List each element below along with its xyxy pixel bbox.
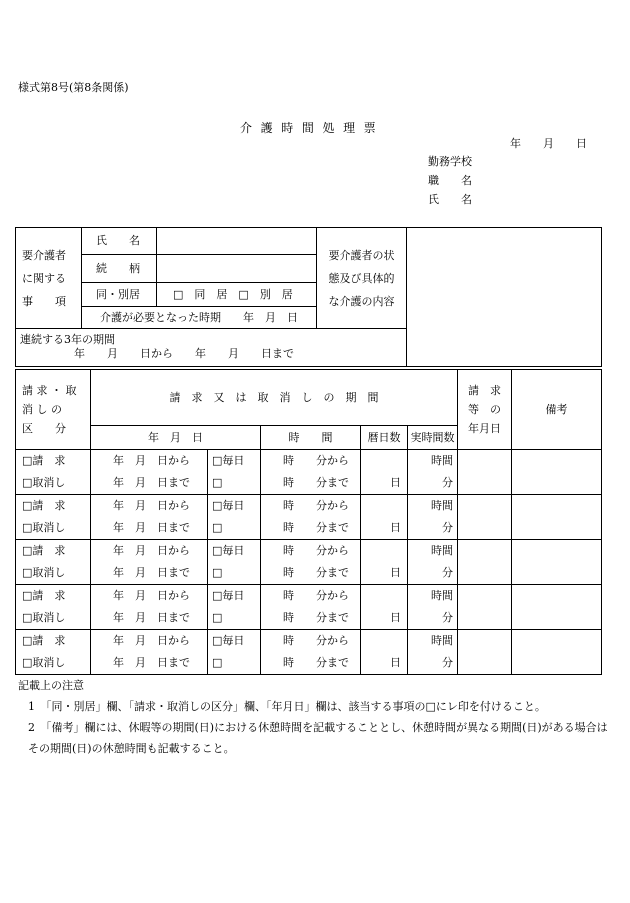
- living-status-label: 同・別居: [82, 283, 157, 307]
- note-item: 2 「備考」欄には、休暇等の期間(日)における休憩時間を記載することとし、休憩時間が異なる期間(日)がある場合はその期間(日)の休憩時間も記載すること。: [28, 721, 608, 755]
- request-type-cell[interactable]: □請 求 □取消し: [16, 495, 91, 540]
- request-type-header: 請 求 ・ 取 消 し の 区 分: [16, 370, 91, 450]
- request-table: [15, 369, 602, 675]
- care-condition-label: 要介護者の状 態及び具体的 な介護の内容: [317, 228, 407, 329]
- time-cell[interactable]: 時 分から 時 分まで: [261, 495, 361, 540]
- frequency-cell[interactable]: □毎日 □: [208, 450, 261, 495]
- table-row: [16, 540, 602, 585]
- remarks-header: 備考: [512, 370, 602, 450]
- remarks-cell[interactable]: [512, 495, 602, 540]
- time-cell[interactable]: 時 分から 時 分まで: [261, 585, 361, 630]
- request-date-cell[interactable]: [458, 585, 512, 630]
- notes-heading: 記載上の注意: [18, 679, 84, 692]
- request-date-cell[interactable]: [458, 630, 512, 675]
- name-label: 氏 名: [428, 193, 472, 206]
- table-row: [16, 450, 602, 495]
- school-label: 勤務学校: [428, 155, 472, 168]
- actual-hours-cell[interactable]: 時間 分: [408, 630, 458, 675]
- remarks-cell[interactable]: [512, 540, 602, 585]
- actual-hours-cell[interactable]: 時間 分: [408, 495, 458, 540]
- care-need-start-date: 年 月 日: [243, 310, 298, 324]
- form-number: 様式第8号(第8条関係): [18, 81, 129, 94]
- calendar-days-cell[interactable]: 日: [361, 495, 408, 540]
- time-column-header: 時 間: [261, 426, 361, 450]
- continuous-period-label: 連続する3年の期間: [20, 333, 115, 346]
- table-row: [16, 585, 602, 630]
- form-title: 介 護 時 間 処 理 票: [240, 121, 379, 135]
- care-condition-field[interactable]: [407, 228, 602, 367]
- request-date-cell[interactable]: [458, 540, 512, 585]
- continuous-period-value: 年 月 日から 年 月 日まで: [74, 347, 294, 360]
- submission-date: 年 月 日: [510, 137, 587, 150]
- remarks-cell[interactable]: [512, 630, 602, 675]
- relationship-label: 続 柄: [82, 255, 157, 283]
- frequency-cell[interactable]: □毎日 □: [208, 540, 261, 585]
- actual-hours-cell[interactable]: 時間 分: [408, 450, 458, 495]
- request-date-cell[interactable]: [458, 450, 512, 495]
- request-date-cell[interactable]: [458, 495, 512, 540]
- actual-hours-header: 実時間数: [408, 426, 458, 450]
- care-recipient-table: [15, 227, 602, 367]
- date-column-header: 年 月 日: [91, 426, 261, 450]
- note-item: 1 「同・別居」欄、「請求・取消しの区分」欄、「年月日」欄は、該当する事項の□にレ印を付けること。: [28, 700, 546, 713]
- remarks-cell[interactable]: [512, 450, 602, 495]
- actual-hours-cell[interactable]: 時間 分: [408, 540, 458, 585]
- request-date-header: 請 求 等 の 年月日: [458, 370, 512, 450]
- relationship-field[interactable]: [157, 255, 317, 283]
- frequency-cell[interactable]: □毎日 □: [208, 630, 261, 675]
- living-status-options[interactable]: □ 同 居 □ 別 居: [157, 283, 317, 307]
- calendar-days-cell[interactable]: 日: [361, 585, 408, 630]
- care-recipient-section-label: 要介護者 に関する 事 項: [16, 228, 82, 329]
- calendar-days-cell[interactable]: 日: [361, 630, 408, 675]
- calendar-days-cell[interactable]: 日: [361, 540, 408, 585]
- table-row: [16, 630, 602, 675]
- date-cell[interactable]: 年 月 日から 年 月 日まで: [91, 540, 208, 585]
- time-cell[interactable]: 時 分から 時 分まで: [261, 540, 361, 585]
- remarks-cell[interactable]: [512, 585, 602, 630]
- period-header: 請 求 又 は 取 消 し の 期 間: [91, 370, 458, 426]
- date-cell[interactable]: 年 月 日から 年 月 日まで: [91, 450, 208, 495]
- request-type-cell[interactable]: □請 求 □取消し: [16, 540, 91, 585]
- request-type-cell[interactable]: □請 求 □取消し: [16, 630, 91, 675]
- actual-hours-cell[interactable]: 時間 分: [408, 585, 458, 630]
- frequency-cell[interactable]: □毎日 □: [208, 495, 261, 540]
- position-label: 職 名: [428, 174, 472, 187]
- notes-section: [18, 675, 618, 759]
- continuous-period-field[interactable]: [16, 329, 407, 367]
- time-cell[interactable]: 時 分から 時 分まで: [261, 450, 361, 495]
- date-cell[interactable]: 年 月 日から 年 月 日まで: [91, 585, 208, 630]
- recipient-name-label: 氏 名: [82, 228, 157, 255]
- time-cell[interactable]: 時 分から 時 分まで: [261, 630, 361, 675]
- care-need-start-label: 介護が必要となった時期: [100, 310, 221, 324]
- calendar-days-header: 暦日数: [361, 426, 408, 450]
- calendar-days-cell[interactable]: 日: [361, 450, 408, 495]
- date-cell[interactable]: 年 月 日から 年 月 日まで: [91, 630, 208, 675]
- request-type-cell[interactable]: □請 求 □取消し: [16, 585, 91, 630]
- recipient-name-field[interactable]: [157, 228, 317, 255]
- date-cell[interactable]: 年 月 日から 年 月 日まで: [91, 495, 208, 540]
- care-need-start-field[interactable]: [82, 307, 317, 329]
- request-type-cell[interactable]: □請 求 □取消し: [16, 450, 91, 495]
- table-row: [16, 495, 602, 540]
- frequency-cell[interactable]: □毎日 □: [208, 585, 261, 630]
